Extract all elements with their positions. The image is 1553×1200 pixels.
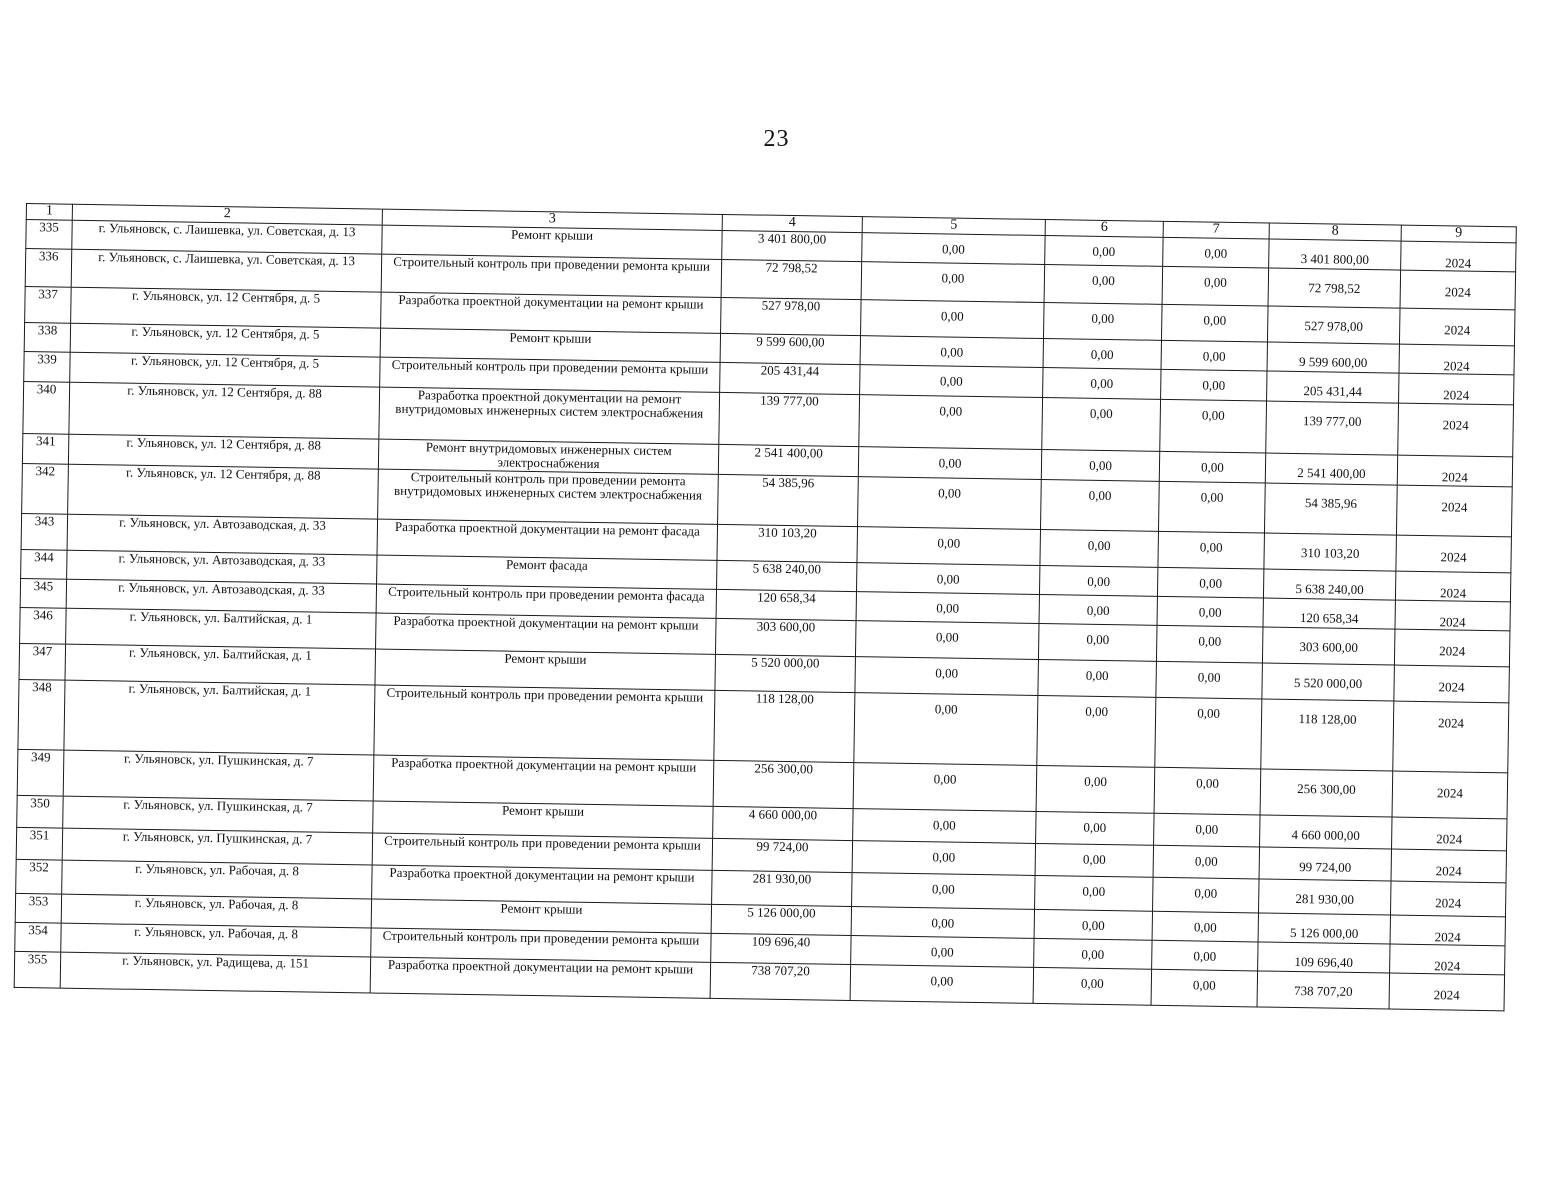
row-amount-col5: 0,00: [855, 657, 1039, 696]
column-header-7: 7: [1163, 221, 1269, 239]
row-number: 343: [21, 513, 68, 550]
row-number: 352: [16, 859, 63, 894]
row-address: г. Ульяновск, ул. 12 Сентября, д. 5: [71, 287, 382, 328]
row-address: г. Ульяновск, ул. Рабочая, д. 8: [61, 894, 371, 928]
row-amount-col4: 738 707,20: [710, 962, 851, 1000]
row-amount-col5: 0,00: [857, 527, 1041, 566]
row-amount-col7: 0,00: [1161, 304, 1268, 342]
row-year: 2024: [1390, 915, 1505, 946]
row-amount-col5: 0,00: [856, 563, 1039, 595]
row-work-type: Ремонт крыши: [371, 899, 711, 933]
column-header-5: 5: [862, 217, 1045, 236]
row-amount-col8: 72 798,52: [1268, 268, 1401, 308]
row-year: 2024: [1393, 701, 1509, 773]
row-address: г. Ульяновск, ул. Балтийская, д. 1: [66, 608, 377, 649]
row-year: 2024: [1392, 817, 1507, 851]
row-year: 2024: [1397, 455, 1512, 487]
row-work-type: Строительный контроль при проведении ремонта крыши: [372, 833, 712, 870]
row-amount-col4: 9 599 600,00: [720, 333, 860, 364]
column-header-9: 9: [1401, 225, 1516, 243]
row-amount-col6: 0,00: [1044, 265, 1163, 305]
row-year: 2024: [1400, 270, 1516, 310]
row-amount-col7: 0,00: [1157, 567, 1263, 598]
row-amount-col4: 99 724,00: [712, 838, 852, 872]
row-number: 354: [15, 922, 61, 952]
row-amount-col7: 0,00: [1156, 661, 1263, 699]
row-amount-col4: 303 600,00: [715, 618, 856, 656]
row-year: 2024: [1399, 373, 1514, 405]
row-amount-col8: 738 707,20: [1257, 971, 1390, 1009]
row-amount-col8: 527 978,00: [1267, 306, 1400, 344]
row-amount-col4: 109 696,40: [711, 933, 851, 964]
row-amount-col5: 0,00: [851, 936, 1034, 968]
row-address: г. Ульяновск, ул. Балтийская, д. 1: [64, 680, 375, 755]
row-amount-col4: 120 658,34: [716, 589, 856, 620]
row-amount-col4: 118 128,00: [714, 690, 855, 762]
row-number: 341: [22, 433, 68, 464]
row-amount-col8: 4 660 000,00: [1260, 815, 1392, 849]
row-work-type: Строительный контроль при проведении ремонта фасада: [376, 584, 716, 618]
row-work-type: Разработка проектной документации на ремонт фасада: [377, 519, 718, 560]
row-amount-col7: 0,00: [1153, 845, 1259, 879]
row-number: 355: [14, 951, 61, 988]
table-sheet: [14, 203, 1516, 1011]
row-amount-col5: 0,00: [854, 693, 1038, 766]
row-amount-col4: 527 978,00: [721, 297, 862, 335]
row-amount-col5: 0,00: [851, 907, 1034, 939]
row-amount-col6: 0,00: [1043, 367, 1161, 399]
row-amount-col6: 0,00: [1039, 594, 1157, 625]
row-year: 2024: [1392, 771, 1508, 819]
row-amount-col7: 0,00: [1151, 969, 1258, 1007]
row-year: 2024: [1398, 403, 1514, 457]
row-amount-col4: 5 638 240,00: [717, 560, 857, 591]
row-amount-col6: 0,00: [1035, 875, 1154, 911]
row-work-type: Разработка проектной документации на ремонт внутридомовых инженерных систем электроснабжения: [379, 387, 720, 444]
row-work-type: Ремонт внутридомовых инженерных систем электроснабжения: [378, 439, 718, 474]
row-amount-col6: 0,00: [1042, 397, 1161, 451]
row-amount-col8: 5 126 000,00: [1258, 913, 1390, 944]
row-address: г. Ульяновск, ул. 12 Сентября, д. 88: [68, 434, 378, 469]
row-amount-col5: 0,00: [858, 447, 1041, 480]
row-amount-col7: 0,00: [1158, 531, 1265, 569]
row-amount-col7: 0,00: [1154, 767, 1261, 815]
row-number: 353: [15, 893, 61, 923]
row-amount-col7: 0,00: [1156, 625, 1263, 663]
row-year: 2024: [1390, 881, 1506, 917]
row-amount-col8: 3 401 800,00: [1269, 239, 1401, 270]
row-address: г. Ульяновск, ул. Пушкинская, д. 7: [63, 796, 373, 833]
row-address: г. Ульяновск, ул. Автозаводская, д. 33: [66, 579, 376, 613]
row-amount-col8: 281 930,00: [1259, 879, 1392, 915]
row-number: 347: [19, 643, 66, 680]
row-year: 2024: [1401, 241, 1516, 272]
row-amount-col7: 0,00: [1162, 266, 1269, 306]
row-work-type: Разработка проектной документации на ремонт крыши: [381, 292, 722, 333]
row-work-type: Строительный контроль при проведении ремонта крыши: [374, 685, 715, 760]
row-work-type: Строительный контроль при проведении ремонта крыши: [380, 357, 720, 392]
row-amount-col6: 0,00: [1045, 236, 1163, 267]
row-amount-col6: 0,00: [1036, 811, 1154, 845]
row-amount-col4: 256 300,00: [713, 760, 854, 808]
row-year: 2024: [1399, 344, 1514, 375]
row-amount-col8: 2 541 400,00: [1265, 453, 1397, 485]
row-number: 348: [18, 679, 65, 750]
row-amount-col5: 0,00: [852, 841, 1035, 876]
row-amount-col6: 0,00: [1043, 338, 1161, 369]
row-address: г. Ульяновск, ул. Рабочая, д. 8: [61, 923, 371, 957]
row-amount-col7: 0,00: [1155, 697, 1262, 769]
row-amount-col8: 5 638 240,00: [1263, 569, 1395, 600]
column-header-6: 6: [1045, 220, 1163, 238]
row-amount-col5: 0,00: [853, 809, 1036, 844]
row-amount-col4: 139 777,00: [719, 392, 860, 446]
row-address: г. Ульяновск, ул. Пушкинская, д. 7: [63, 750, 374, 801]
row-amount-col7: 0,00: [1161, 340, 1267, 371]
column-header-1: 1: [26, 204, 72, 221]
row-amount-col4: 54 385,96: [718, 474, 859, 526]
row-number: 342: [22, 463, 69, 514]
row-number: 336: [25, 249, 72, 288]
row-address: г. Ульяновск, ул. Автозаводская, д. 33: [67, 514, 378, 555]
row-work-type: Ремонт крыши: [375, 649, 716, 690]
row-year: 2024: [1390, 944, 1505, 975]
row-work-type: Разработка проектной документации на ремонт крыши: [370, 957, 711, 998]
row-amount-col6: 0,00: [1040, 479, 1159, 531]
row-year: 2024: [1389, 973, 1505, 1011]
column-header-2: 2: [72, 204, 382, 225]
row-amount-col8: 120 658,34: [1263, 598, 1395, 629]
row-amount-col7: 0,00: [1159, 451, 1265, 483]
row-amount-col5: 0,00: [852, 873, 1036, 910]
row-amount-col4: 5 126 000,00: [711, 904, 851, 935]
row-amount-col6: 0,00: [1035, 843, 1153, 877]
row-address: г. Ульяновск, ул. 12 Сентября, д. 5: [70, 323, 380, 357]
row-amount-col6: 0,00: [1041, 449, 1159, 481]
row-year: 2024: [1394, 665, 1510, 703]
row-work-type: Ремонт фасада: [377, 555, 717, 589]
row-amount-col4: 72 798,52: [721, 259, 862, 299]
row-amount-col6: 0,00: [1043, 303, 1162, 341]
table-body: [14, 204, 1516, 1011]
row-work-type: Разработка проектной документации на ремонт крыши: [372, 865, 712, 904]
row-work-type: Разработка проектной документации на ремонт крыши: [376, 613, 717, 654]
row-amount-col7: 0,00: [1154, 813, 1260, 847]
row-amount-col5: 0,00: [859, 395, 1043, 450]
row-amount-col5: 0,00: [862, 233, 1045, 265]
row-amount-col7: 0,00: [1152, 940, 1258, 971]
page-number: 23: [763, 126, 790, 152]
row-amount-col8: 54 385,96: [1264, 483, 1397, 535]
column-header-4: 4: [722, 214, 862, 232]
row-work-type: Строительный контроль при проведении ремонта крыши: [381, 254, 722, 297]
row-amount-col8: 205 431,44: [1267, 371, 1399, 403]
row-amount-col4: 4 660 000,00: [713, 806, 853, 840]
row-amount-col7: 0,00: [1158, 481, 1265, 533]
row-amount-col4: 310 103,20: [717, 524, 858, 562]
row-number: 339: [24, 351, 70, 382]
row-amount-col8: 118 128,00: [1261, 699, 1394, 771]
row-amount-col8: 310 103,20: [1264, 533, 1397, 571]
row-amount-col5: 0,00: [860, 365, 1043, 398]
row-amount-col5: 0,00: [861, 300, 1045, 339]
row-number: 340: [23, 381, 70, 434]
row-amount-col5: 0,00: [856, 592, 1039, 624]
row-work-type: Ремонт крыши: [373, 801, 713, 838]
row-amount-col6: 0,00: [1039, 565, 1157, 596]
row-year: 2024: [1394, 629, 1510, 667]
row-address: г. Ульяновск, ул. 12 Сентября, д. 88: [69, 382, 380, 439]
row-amount-col6: 0,00: [1036, 765, 1155, 813]
row-number: 349: [17, 749, 64, 796]
row-amount-col7: 0,00: [1153, 877, 1260, 913]
row-amount-col4: 3 401 800,00: [722, 230, 862, 261]
row-number: 344: [21, 549, 67, 579]
row-address: г. Ульяновск, ул. Рабочая, д. 8: [62, 860, 372, 899]
row-amount-col8: 303 600,00: [1262, 627, 1395, 665]
row-year: 2024: [1395, 571, 1510, 602]
column-header-8: 8: [1269, 223, 1401, 241]
row-amount-col6: 0,00: [1038, 659, 1157, 697]
row-amount-col7: 0,00: [1161, 369, 1267, 401]
row-amount-col7: 0,00: [1157, 596, 1263, 627]
row-year: 2024: [1391, 849, 1506, 883]
row-number: 351: [16, 827, 62, 860]
row-amount-col5: 0,00: [860, 336, 1043, 368]
row-amount-col7: 0,00: [1152, 911, 1258, 942]
row-amount-col4: 2 541 400,00: [718, 444, 858, 476]
row-amount-col5: 0,00: [858, 477, 1042, 530]
row-amount-col6: 0,00: [1040, 529, 1159, 567]
row-work-type: Разработка проектной документации на ремонт крыши: [373, 755, 714, 806]
row-work-type: Ремонт крыши: [380, 328, 720, 362]
row-year: 2024: [1395, 600, 1510, 631]
column-header-3: 3: [382, 209, 722, 230]
row-address: г. Ульяновск, ул. Пушкинская, д. 7: [62, 828, 372, 865]
row-amount-col7: 0,00: [1160, 399, 1267, 453]
row-address: г. Ульяновск, с. Лаишевка, ул. Советская, д. 13: [72, 220, 382, 254]
row-amount-col8: 256 300,00: [1260, 769, 1393, 817]
row-amount-col5: 0,00: [850, 965, 1034, 1004]
row-number: 337: [25, 286, 72, 323]
row-year: 2024: [1399, 308, 1515, 346]
row-work-type: Строительный контроль при проведении ремонта внутридомовых инженерных систем электроснабжения: [378, 469, 719, 524]
row-amount-col8: 9 599 600,00: [1267, 342, 1399, 373]
row-amount-col6: 0,00: [1037, 695, 1156, 767]
row-number: 346: [20, 607, 67, 644]
row-amount-col5: 0,00: [853, 763, 1037, 812]
row-amount-col6: 0,00: [1034, 938, 1152, 969]
row-address: г. Ульяновск, с. Лаишевка, ул. Советская, д. 13: [71, 249, 382, 292]
row-number: 350: [17, 795, 63, 828]
row-address: г. Ульяновск, ул. 12 Сентября, д. 5: [70, 352, 380, 387]
row-work-type: Ремонт крыши: [382, 225, 722, 259]
row-amount-col6: 0,00: [1033, 967, 1152, 1005]
row-year: 2024: [1396, 535, 1512, 573]
row-address: г. Ульяновск, ул. Балтийская, д. 1: [65, 644, 376, 685]
row-amount-col4: 281 930,00: [712, 870, 853, 906]
row-amount-col8: 139 777,00: [1266, 401, 1399, 455]
row-address: г. Ульяновск, ул. 12 Сентября, д. 88: [68, 464, 379, 519]
row-amount-col8: 99 724,00: [1259, 847, 1391, 881]
row-work-type: Строительный контроль при проведении ремонта крыши: [371, 928, 711, 962]
row-address: г. Ульяновск, ул. Автозаводская, д. 33: [67, 550, 377, 584]
row-amount-col5: 0,00: [861, 262, 1045, 303]
row-amount-col5: 0,00: [855, 621, 1039, 660]
row-amount-col7: 0,00: [1163, 237, 1269, 268]
row-amount-col8: 5 520 000,00: [1262, 663, 1395, 701]
row-amount-col6: 0,00: [1038, 623, 1157, 661]
row-amount-col4: 5 520 000,00: [715, 654, 856, 692]
row-amount-col6: 0,00: [1034, 909, 1152, 940]
row-amount-col4: 205 431,44: [720, 362, 860, 394]
row-amount-col8: 109 696,40: [1258, 942, 1390, 973]
row-number: 335: [26, 220, 72, 250]
row-year: 2024: [1396, 485, 1512, 537]
repair-register-table: [14, 203, 1517, 1011]
row-number: 338: [24, 322, 70, 352]
row-number: 345: [20, 578, 66, 608]
row-address: г. Ульяновск, ул. Радищева, д. 151: [60, 952, 371, 993]
